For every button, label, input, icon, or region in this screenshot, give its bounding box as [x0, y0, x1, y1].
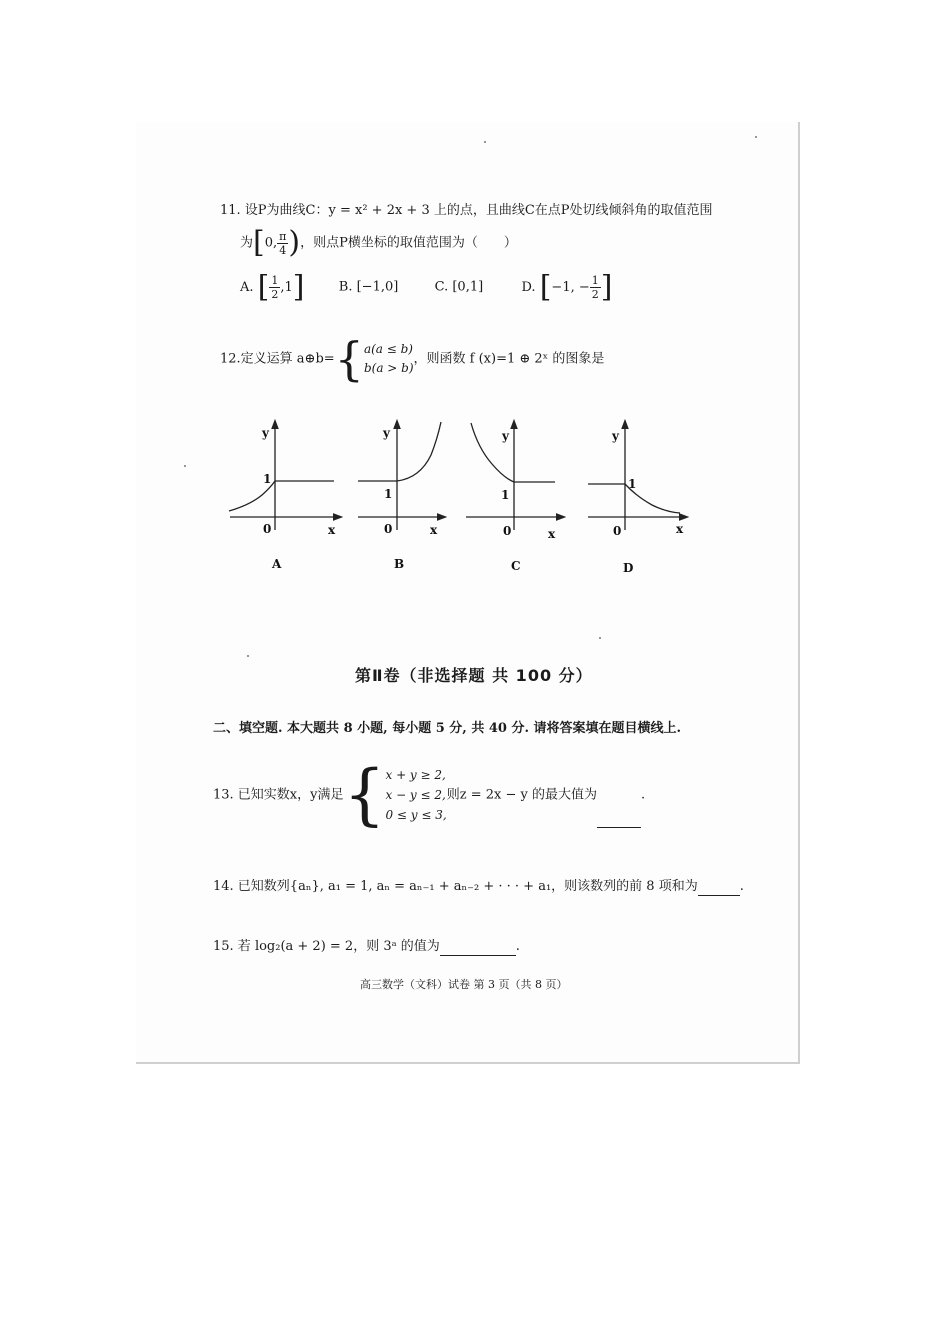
part2-title: 第Ⅱ卷（非选择题 共 100 分）: [355, 666, 593, 685]
q11-stem-line1: 11. 设P为曲线C：y = x² + 2x + 3 上的点，且曲线C在点P处切线倾斜角的取值范围: [220, 203, 713, 218]
origin-label: 0: [503, 524, 512, 538]
origin-label: 0: [263, 522, 272, 536]
option-d-label: D.: [521, 279, 536, 295]
right-bracket: ]: [292, 269, 305, 304]
graph-c: [466, 423, 561, 530]
constraints: [385, 765, 446, 825]
caption-d: D: [623, 561, 634, 575]
x-label: x: [548, 527, 556, 541]
left-brace: {: [334, 332, 364, 386]
option-b: B. [−1,0]: [338, 279, 399, 295]
answer-blank[interactable]: [597, 813, 641, 828]
x-label: x: [676, 522, 684, 536]
one-label: 1: [263, 472, 272, 486]
q14-text: 14. 已知数列{aₙ}, a₁ = 1, aₙ = aₙ₋₁ + aₙ₋₂ + · · · + a₁，则该数列的前 8 项和为: [213, 879, 698, 894]
caption-a: A: [272, 557, 282, 571]
origin-label: 0: [384, 522, 393, 536]
y-label: y: [612, 429, 619, 443]
left-bracket: [: [257, 269, 270, 304]
denominator-four: 4: [279, 243, 287, 257]
pi-symbol: π: [279, 229, 287, 243]
case-1: a(a ≤ b): [363, 342, 413, 356]
q14: [213, 878, 744, 896]
q13: [213, 756, 646, 833]
y-label: y: [383, 426, 390, 440]
right-bracket: ): [288, 225, 301, 260]
x-label: x: [328, 523, 336, 537]
right-bracket: ]: [600, 269, 613, 304]
one-label: 1: [501, 488, 510, 502]
option-a-upper: ,1: [280, 279, 293, 295]
left-bracket: [: [539, 269, 552, 304]
one-label: 1: [384, 487, 393, 501]
y-label: y: [262, 426, 269, 440]
denominator: 2: [271, 287, 279, 301]
period: .: [515, 939, 520, 954]
option-a-label: A.: [240, 279, 254, 295]
case-2: b(a > b): [363, 361, 414, 375]
option-d-value: −1, −: [551, 279, 590, 295]
q12-suffix: ，则函数 f (x)=1 ⊕ 2ˣ 的图象是: [413, 351, 605, 367]
denominator: 2: [591, 287, 599, 301]
curve-a: [229, 481, 334, 511]
one-label: 1: [628, 477, 637, 491]
answer-blank[interactable]: [440, 941, 516, 956]
zero-label: 0,: [264, 235, 278, 251]
left-brace: {: [343, 756, 386, 833]
caption-c: C: [511, 559, 521, 573]
period: .: [739, 879, 744, 894]
curve-b: [358, 422, 441, 481]
period: .: [640, 787, 646, 803]
graph-b: [358, 422, 442, 530]
constraint-2: x − y ≤ 2,: [385, 788, 446, 802]
graph-a: [229, 424, 338, 530]
q13-prefix: 13. 已知实数x，y满足: [213, 787, 344, 803]
origin-label: 0: [613, 524, 622, 538]
section2-heading: 二、填空题. 本大题共 8 小题, 每小题 5 分, 共 40 分. 请将答案填在题目横线上.: [213, 721, 682, 736]
constraint-1: x + y ≥ 2,: [385, 768, 446, 782]
q12-prefix: 12.定义运算 a⊕b=: [220, 351, 335, 367]
scan-speck: [599, 637, 601, 639]
q13-suffix: 则z = 2x − y 的最大值为: [446, 787, 597, 803]
q11-prefix: 为: [240, 235, 254, 251]
q11-suffix: ，则点P横坐标的取值范围为（ ）: [300, 235, 517, 251]
q15-text: 15. 若 log₂(a + 2) = 2，则 3ᵃ 的值为: [213, 939, 440, 954]
option-c: C. [0,1]: [434, 279, 484, 295]
page-footer: 高三数学（文科）试卷 第 3 页（共 8 页）: [360, 978, 568, 991]
answer-blank[interactable]: [698, 881, 740, 896]
scan-speck: [247, 655, 249, 657]
left-bracket: [: [253, 225, 265, 260]
curve-c: [471, 423, 555, 482]
q15: [213, 938, 520, 956]
x-label: x: [430, 523, 438, 537]
numerator: 1: [271, 273, 279, 287]
q12-graphs: [0, 0, 950, 620]
y-label: y: [502, 429, 509, 443]
constraint-3: 0 ≤ y ≤ 3,: [385, 808, 447, 822]
caption-b: B: [394, 557, 405, 571]
numerator: 1: [591, 273, 599, 287]
